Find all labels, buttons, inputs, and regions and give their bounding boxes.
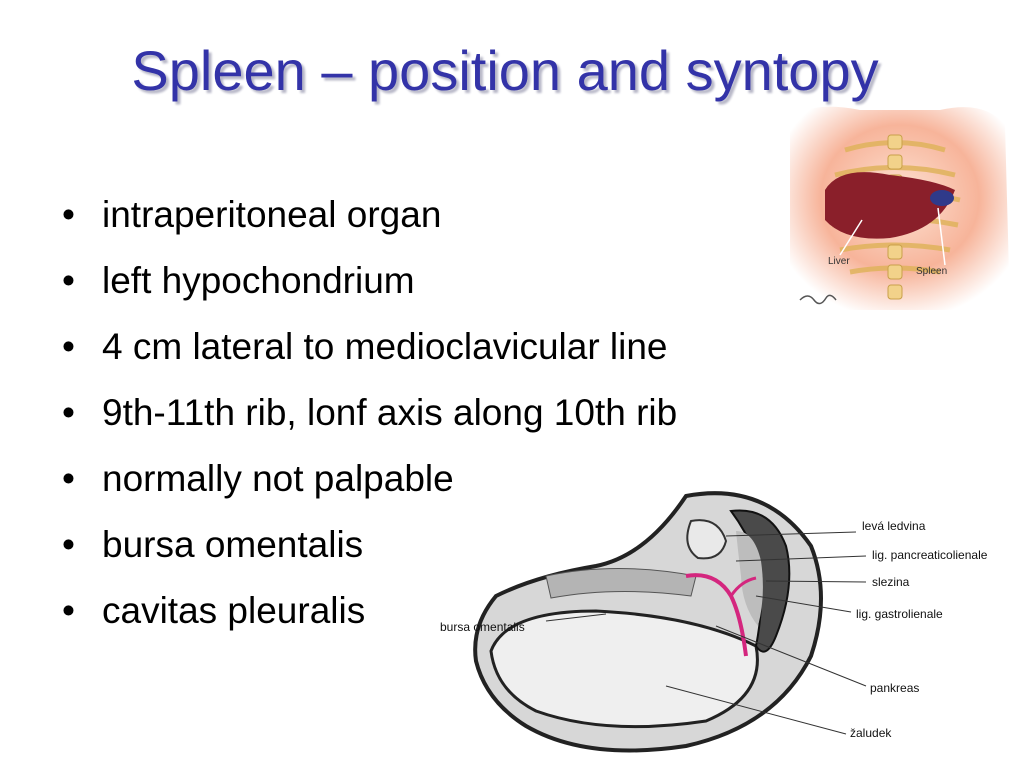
spleen-shape [930,190,954,206]
lig-pancreaticolienale-label: lig. pancreaticolienale [872,548,988,562]
bullet-text: left hypochondrium [102,260,415,301]
leva-ledvina-label: levá ledvina [862,519,926,533]
bullet-item [62,256,677,322]
bullet-text: 4 cm lateral to medioclavicular line [102,326,668,367]
bullet-text: cavitas pleuralis [102,590,366,631]
bursa-omentalis-label: bursa omentalis [440,620,525,634]
torso-illustration [770,80,1024,330]
bullet-dot: • [62,194,75,235]
slezina-label: slezina [872,575,910,589]
zaludek-label: žaludek [850,726,892,740]
bullet-text: intraperitoneal organ [102,194,442,235]
bullet-item [62,190,677,256]
torso-figure [770,80,1024,330]
bullet-text: bursa omentalis [102,524,364,565]
bullet-dot: • [62,590,75,631]
bullet-text: 9th-11th rib, lonf axis along 10th rib [102,392,678,433]
lig-gastrolienale-label: lig. gastrolienale [856,607,943,621]
bullet-text: normally not palpable [102,458,454,499]
spleen-label: Spleen [916,266,948,277]
bullet-dot: • [62,458,75,499]
bullet-dot: • [62,326,75,367]
bullet-dot: • [62,260,75,301]
slide-title: Spleen – position and syntopy [131,39,879,102]
pankreas-label: pankreas [870,681,920,695]
bullet-item [62,322,677,388]
liver-label: Liver [828,256,850,267]
bullet-dot: • [62,524,75,565]
bullet-dot: • [62,392,75,433]
section-figure [436,486,1024,756]
bullet-item [62,388,677,454]
